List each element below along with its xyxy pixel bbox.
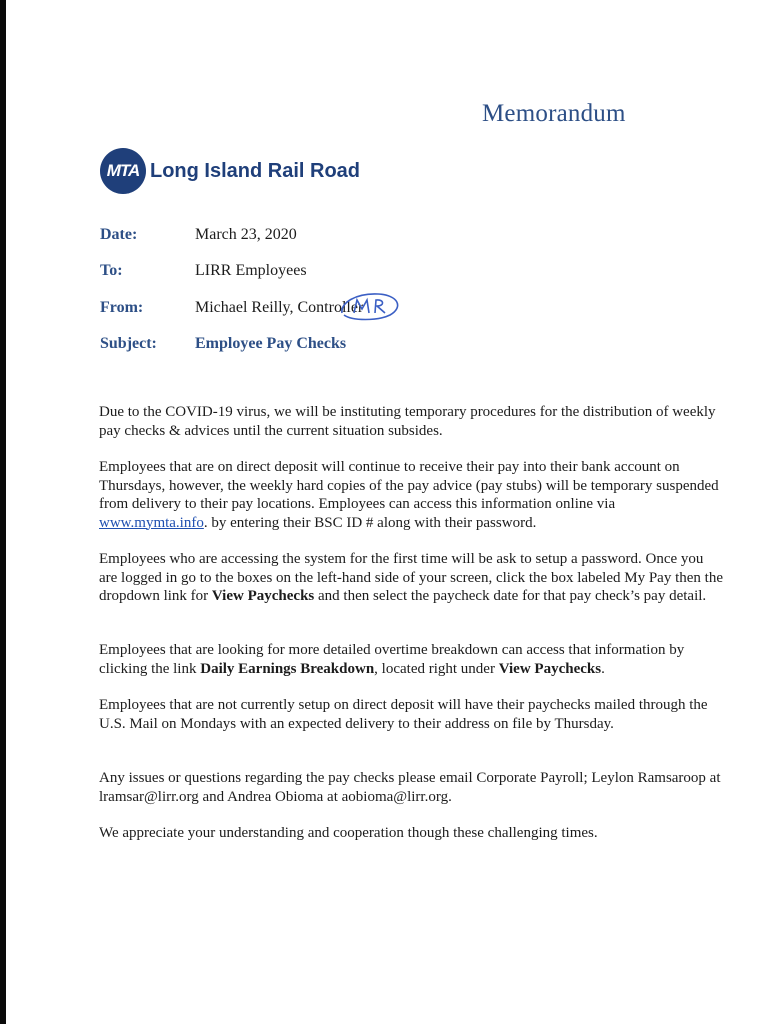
paragraph-text: Employees that are looking for more detailed overtime breakdown can access that information by clicking the link: [99, 642, 685, 677]
paragraph-closing: We appreciate your understanding and cooperation though these challenging times.: [99, 825, 598, 841]
view-paychecks-term: View Paychecks: [211, 588, 315, 604]
subject-label: Subject:: [100, 335, 157, 352]
daily-earnings-term: Daily Earnings Breakdown: [200, 660, 375, 677]
paragraph-mailed-checks: Employees that are not currently setup on direct deposit will have their paychecks mailed through the U.S. Mail on Mondays with an expected delivery to their address on file by Thursday.: [99, 697, 708, 732]
mta-logo-icon: [100, 148, 146, 194]
date-value: March 23, 2020: [195, 226, 297, 243]
mta-logo-text: MTA: [106, 161, 140, 180]
view-paychecks-term: View Paychecks: [498, 660, 602, 677]
scan-edge: [0, 0, 6, 1024]
paragraph-text: Employees who are accessing the system for the first time will be ask to setup a password. Once you are logged in go to the boxes on the left-hand side of your screen, click the box labeled My Pay then the dropdown link for: [99, 551, 723, 604]
paragraph-contacts: Any issues or questions regarding the pay checks please email Corporate Payroll; Leylon Ramsaroop at lramsar@lirr.org and Andrea Obioma at aobioma@lirr.org.: [99, 770, 721, 805]
memo-title: Memorandum: [482, 100, 626, 127]
paragraph-text: . by entering their BSC ID # along with their password.: [203, 514, 537, 531]
paragraph-text: and then select the paycheck date for that pay check’s pay detail.: [314, 588, 707, 604]
mymta-link[interactable]: www.mymta.info: [99, 514, 204, 531]
paragraph-overtime: [99, 641, 724, 678]
paragraph-text: Employees that are on direct deposit will continue to receive their pay into their bank account on Thursdays, however, the weekly hard copies of the pay advice (pay stubs) will be temporary suspended from delivery to their pay locations. Employees can access this information online via: [99, 459, 719, 512]
paragraph-intro: Due to the COVID-19 virus, we will be instituting temporary procedures for the distribution of weekly pay checks & advices until the current situation subsides.: [99, 404, 716, 439]
from-label: From:: [100, 299, 144, 316]
paragraph-direct-deposit: [99, 458, 724, 532]
paragraph-text: .: [601, 660, 605, 677]
lirr-logo: [100, 148, 360, 194]
handwritten-initials-signature: [338, 291, 404, 321]
paragraph-first-time-access: [99, 550, 724, 606]
subject-value: Employee Pay Checks: [195, 335, 347, 352]
from-value: Michael Reilly, Controller: [195, 299, 364, 316]
organization-name: Long Island Rail Road: [150, 159, 361, 182]
date-label: Date:: [100, 226, 138, 243]
to-value: LIRR Employees: [195, 262, 307, 279]
to-label: To:: [100, 262, 123, 279]
paragraph-text: , located right under: [374, 660, 499, 677]
